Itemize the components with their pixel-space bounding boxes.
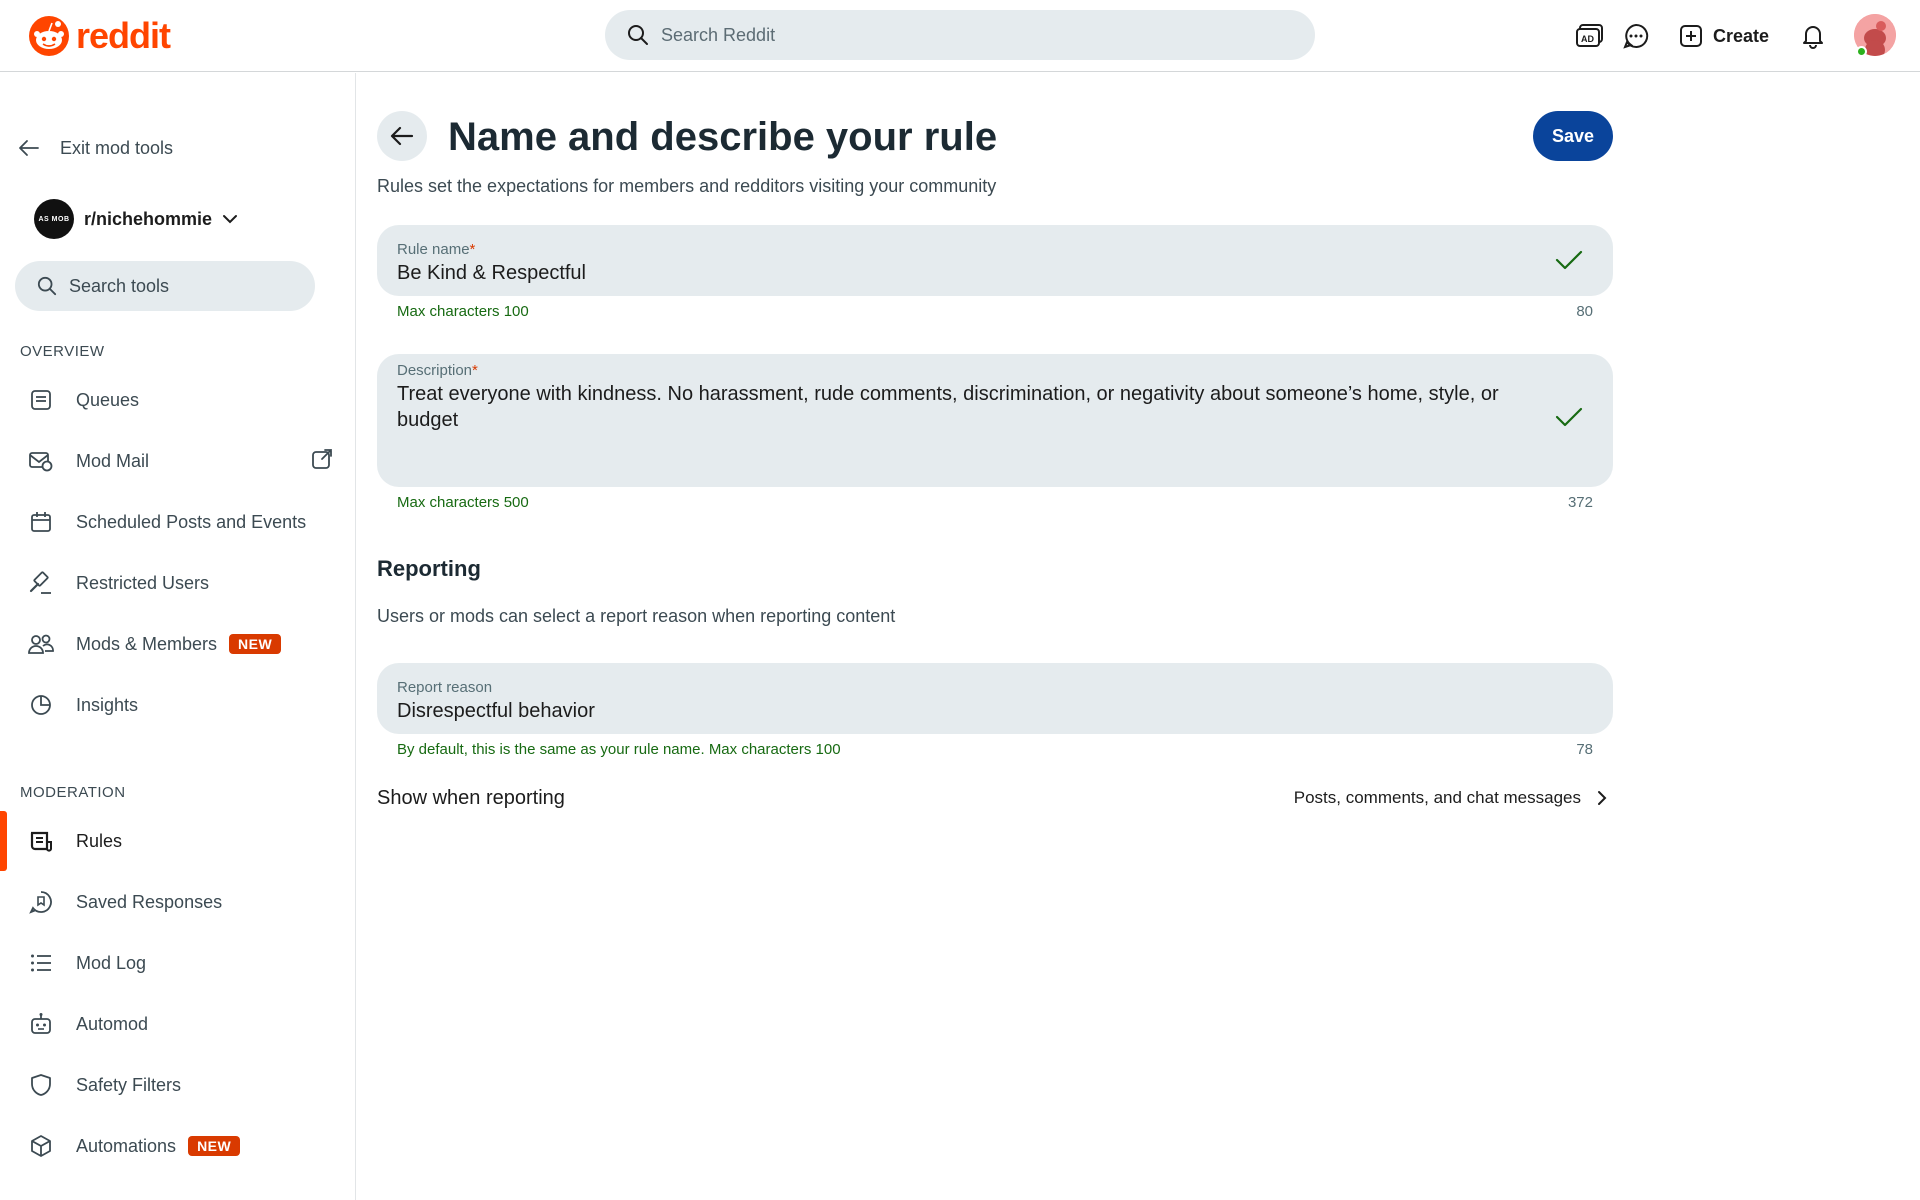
exit-label: Exit mod tools (60, 137, 174, 158)
create-button[interactable] (1674, 16, 1774, 56)
queue-icon (28, 387, 54, 413)
sidebar-item-label: Mods & Members (76, 633, 218, 654)
community-name: r/nichehommie (84, 208, 213, 229)
members-icon (28, 631, 54, 657)
rules-icon (28, 828, 54, 854)
description-label-text: Description (397, 362, 473, 379)
external-link-icon[interactable] (311, 448, 333, 475)
search-icon (37, 276, 57, 296)
sidebar-item-label: Insights (76, 694, 139, 715)
search-bar[interactable] (605, 10, 1315, 60)
sidebar-item-label: Automations (76, 1135, 177, 1156)
active-indicator (0, 811, 7, 871)
report-reason-label: Report reason (397, 679, 493, 696)
sidebar-item-restricted-users[interactable] (0, 555, 355, 611)
sidebar-item-label: Saved Responses (76, 891, 223, 912)
community-avatar (34, 199, 74, 239)
sidebar-item-label: Queues (76, 389, 140, 410)
search-input[interactable] (661, 25, 1261, 46)
sidebar-item-safety-filters[interactable] (0, 1057, 355, 1113)
robot-icon (28, 1011, 54, 1037)
cube-icon (28, 1133, 54, 1159)
chat-button[interactable] (1616, 16, 1656, 56)
logo-text: reddit (76, 15, 171, 56)
reporting-heading: Reporting (377, 556, 481, 581)
description-field[interactable] (377, 354, 1613, 487)
report-reason-helper: By default, this is the same as your rule name. Max characters 100 (397, 741, 841, 758)
saved-responses-icon (28, 889, 54, 915)
mod-sidebar (0, 73, 356, 1200)
required-mark: * (469, 241, 476, 258)
arrow-left-icon (18, 139, 40, 157)
description-helper: Max characters 500 (397, 494, 529, 511)
sidebar-item-mod-mail[interactable] (0, 433, 355, 489)
required-mark: * (472, 362, 478, 379)
reddit-logo[interactable] (28, 14, 170, 58)
rule-name-label (397, 241, 1533, 258)
check-icon (1555, 406, 1583, 428)
tools-search-bar[interactable] (15, 261, 315, 311)
show-when-value-group (1294, 788, 1613, 808)
top-header (0, 0, 1920, 72)
sidebar-item-insights[interactable] (0, 677, 355, 733)
description-counter: 372 (1567, 494, 1593, 511)
save-button[interactable]: Save (1533, 111, 1613, 161)
chat-icon (1623, 23, 1649, 49)
moderation-section-label: MODERATION (20, 784, 126, 801)
reporting-description: Users or mods can select a report reason when reporting content (377, 606, 896, 626)
arrow-left-icon (390, 126, 414, 146)
exit-mod-tools-link[interactable] (18, 133, 173, 163)
calendar-icon (28, 509, 54, 535)
chevron-down-icon (222, 214, 238, 224)
rule-name-field[interactable] (377, 225, 1613, 296)
gavel-icon (28, 570, 54, 596)
check-icon (1555, 249, 1583, 271)
page-title: Name and describe your rule (448, 115, 998, 159)
sidebar-item-scheduled-posts[interactable] (0, 494, 355, 550)
overview-section-label: OVERVIEW (20, 343, 105, 360)
show-when-reporting-row[interactable] (377, 778, 1613, 818)
page-subtitle: Rules set the expectations for members and redditors visiting your community (377, 176, 997, 196)
sidebar-item-label: Rules (76, 830, 123, 851)
online-status-dot (1856, 46, 1867, 57)
sidebar-item-label: Mod Log (76, 952, 147, 973)
sidebar-item-saved-responses[interactable] (0, 874, 355, 930)
new-badge: NEW (229, 634, 281, 654)
tools-search-input[interactable] (69, 276, 309, 297)
report-reason-field[interactable] (377, 663, 1613, 734)
bell-icon (1801, 23, 1825, 49)
report-reason-counter: 78 (1576, 741, 1593, 758)
plus-box-icon (1679, 24, 1703, 48)
search-icon (627, 24, 649, 46)
shield-icon (28, 1072, 54, 1098)
sidebar-item-label: Automod (76, 1013, 149, 1034)
community-avatar-text: AS MOB (38, 215, 70, 223)
advertise-button[interactable] (1570, 16, 1610, 56)
show-when-value: Posts, comments, and chat messages (1293, 788, 1581, 807)
sidebar-item-mod-log[interactable] (0, 935, 355, 991)
rule-name-helper: Max characters 100 (397, 303, 529, 320)
show-when-label: Show when reporting (377, 786, 565, 809)
description-label (397, 362, 1533, 379)
rule-name-counter: 80 (1576, 303, 1593, 320)
sidebar-item-queues[interactable] (0, 372, 355, 428)
mod-mail-icon (28, 448, 54, 474)
back-button[interactable] (377, 111, 427, 161)
description-textarea[interactable]: Treat everyone with kindness. No harassment, rude comments, discrimination, or negativity about someone’s home, style, or budget (397, 383, 1499, 431)
sidebar-item-automod[interactable] (0, 996, 355, 1052)
sidebar-item-label: Scheduled Posts and Events (76, 511, 307, 532)
rule-name-input[interactable]: Be Kind & Respectful (397, 262, 586, 284)
sidebar-item-automations[interactable] (0, 1118, 355, 1174)
rule-name-label-text: Rule name (397, 241, 470, 258)
list-icon (28, 950, 54, 976)
ad-icon (1576, 23, 1604, 49)
sidebar-item-label: Mod Mail (76, 450, 150, 471)
sidebar-item-rules[interactable] (0, 811, 355, 871)
sidebar-item-label: Restricted Users (76, 572, 210, 593)
snoo-logo-icon (28, 15, 70, 57)
chevron-right-icon (1597, 790, 1607, 806)
sidebar-item-mods-members[interactable] (0, 616, 355, 672)
notifications-button[interactable] (1793, 16, 1833, 56)
new-badge: NEW (188, 1136, 240, 1156)
community-switcher[interactable] (34, 199, 238, 239)
pie-chart-icon (28, 692, 54, 718)
sidebar-item-label: Safety Filters (76, 1074, 182, 1095)
create-label: Create (1712, 25, 1770, 46)
report-reason-input[interactable]: Disrespectful behavior (397, 700, 595, 722)
svg-text:AD: AD (1581, 34, 1594, 44)
